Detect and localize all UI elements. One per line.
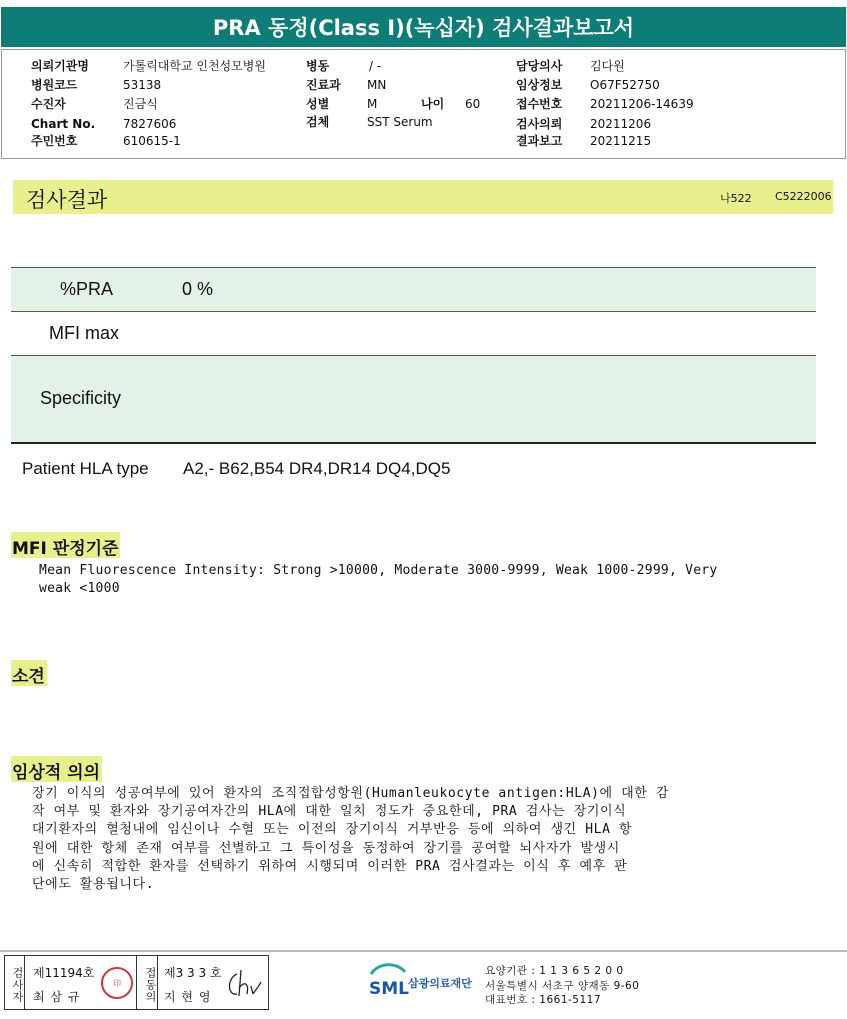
mfi-max-label: MFI max — [49, 323, 119, 343]
test-code: 나522 — [720, 192, 752, 205]
code-label: 병원코드 — [31, 78, 78, 92]
id-value: 610615-1 — [123, 134, 181, 148]
approver-name: 지 현 영 — [164, 990, 212, 1004]
request-label: 검사의뢰 — [516, 117, 563, 131]
order-code: C5222006 — [775, 190, 832, 203]
ward-label: 병동 — [306, 59, 330, 73]
patient-value: 진금식 — [123, 97, 158, 111]
clinical-meaning-text: 장기 이식의 성공여부에 있어 환자의 조직접합성항원(Humanleukocyte antigen:HLA)에 대한 감 작 여부 및 환자와 장기공여자간의 HLA에 대한 일치 정도가 중요한데, PRA 검사는 장기이식 대기환자의 혈청내에 임신이나 수혈 또는 이전의 장기이식 거부반응 등에 의하여 생긴 HLA 항 원에 대한 항체 존재 여부를 선별하고 그 특이성을 동정하여 장기를 공여할 뇌사자가 발생시 에 신속히 적합한 환자를 선택하기 위하여 시행되며 이러한 PRA 검사결과는 이식 후 예후 판 단에도 활용됩니다. — [32, 786, 670, 893]
tester-name: 최 삼 규 — [33, 990, 81, 1004]
sml-logo-text: SML — [369, 979, 409, 999]
age-label: 나이 — [421, 97, 445, 111]
chart-label: Chart No. — [31, 117, 96, 131]
patient-info-panel — [1, 49, 846, 159]
mfi-criteria-text: Mean Fluorescence Intensity: Strong >10000, Moderate 3000-9999, Weak 1000-2999, Very weak <1000 — [39, 563, 718, 596]
pra-label: %PRA — [60, 279, 114, 299]
specificity-label: Specificity — [40, 388, 122, 408]
tester-vertical-label: 검사자 — [5, 956, 25, 1009]
age-value: 60 — [465, 97, 481, 111]
request-value: 20211206 — [590, 117, 652, 131]
specificity-row — [11, 356, 816, 444]
report-title: PRA 동정(Class I)(녹십자) 검사결과보고서 — [1, 7, 846, 47]
clinical-value: O67F52750 — [590, 78, 660, 92]
dept-label: 진료과 — [306, 78, 341, 92]
ward-value: / - — [369, 59, 382, 73]
results-heading: 검사결과 — [26, 188, 108, 212]
doctor-label: 담당의사 — [516, 59, 563, 73]
official-seal-icon: 印 — [101, 967, 133, 999]
doctor-value: 김다원 — [590, 59, 625, 73]
hla-type-value: A2,- B62,B54 DR4,DR14 DQ4,DQ5 — [183, 459, 451, 478]
report-date-label: 결과보고 — [516, 134, 563, 148]
pra-row — [11, 267, 816, 312]
sex-value: M — [367, 97, 378, 111]
patient-label: 수진자 — [31, 97, 66, 111]
hospital-value: 가톨릭대학교 인천성모병원 — [123, 59, 266, 73]
hospital-label: 의뢰기관명 — [31, 59, 89, 73]
specimen-value: SST Serum — [367, 115, 433, 129]
mfi-max-row — [11, 312, 816, 356]
code-value: 53138 — [123, 78, 162, 92]
tester-license: 제11194호 — [33, 966, 95, 980]
receipt-value: 20211206-14639 — [590, 97, 694, 111]
report-date-value: 20211215 — [590, 134, 652, 148]
sml-logo-icon — [367, 962, 409, 1002]
chart-value: 7827606 — [123, 117, 177, 131]
dept-value: MN — [367, 78, 387, 92]
mfi-criteria-heading: MFI 판정기준 — [11, 532, 120, 558]
address: 서울특별시 서초구 양재동 9-60 — [485, 980, 640, 992]
clinical-label: 임상정보 — [516, 78, 563, 92]
receipt-label: 접수번호 — [516, 97, 563, 111]
approver-vertical-label: 접동의 — [136, 956, 158, 1009]
specimen-label: 검체 — [306, 115, 330, 129]
agency-number: 요양기관 : 1 1 3 6 5 2 0 0 — [485, 965, 624, 977]
signature-icon — [223, 966, 263, 1002]
foundation-name: 삼광의료재단 — [408, 977, 472, 990]
results-section-header — [13, 180, 833, 214]
approver-license: 제3 3 3 호 — [164, 966, 222, 980]
footer-divider — [0, 950, 847, 952]
id-label: 주민번호 — [31, 134, 78, 148]
clinical-meaning-heading: 임상적 의의 — [11, 756, 102, 782]
opinion-heading: 소견 — [11, 660, 47, 686]
phone-number: 대표번호 : 1661-5117 — [485, 994, 602, 1006]
signature-box — [4, 955, 269, 1010]
pra-value: 0 % — [182, 279, 214, 299]
sex-label: 성별 — [306, 97, 330, 111]
hla-type-label: Patient HLA type — [22, 459, 149, 478]
